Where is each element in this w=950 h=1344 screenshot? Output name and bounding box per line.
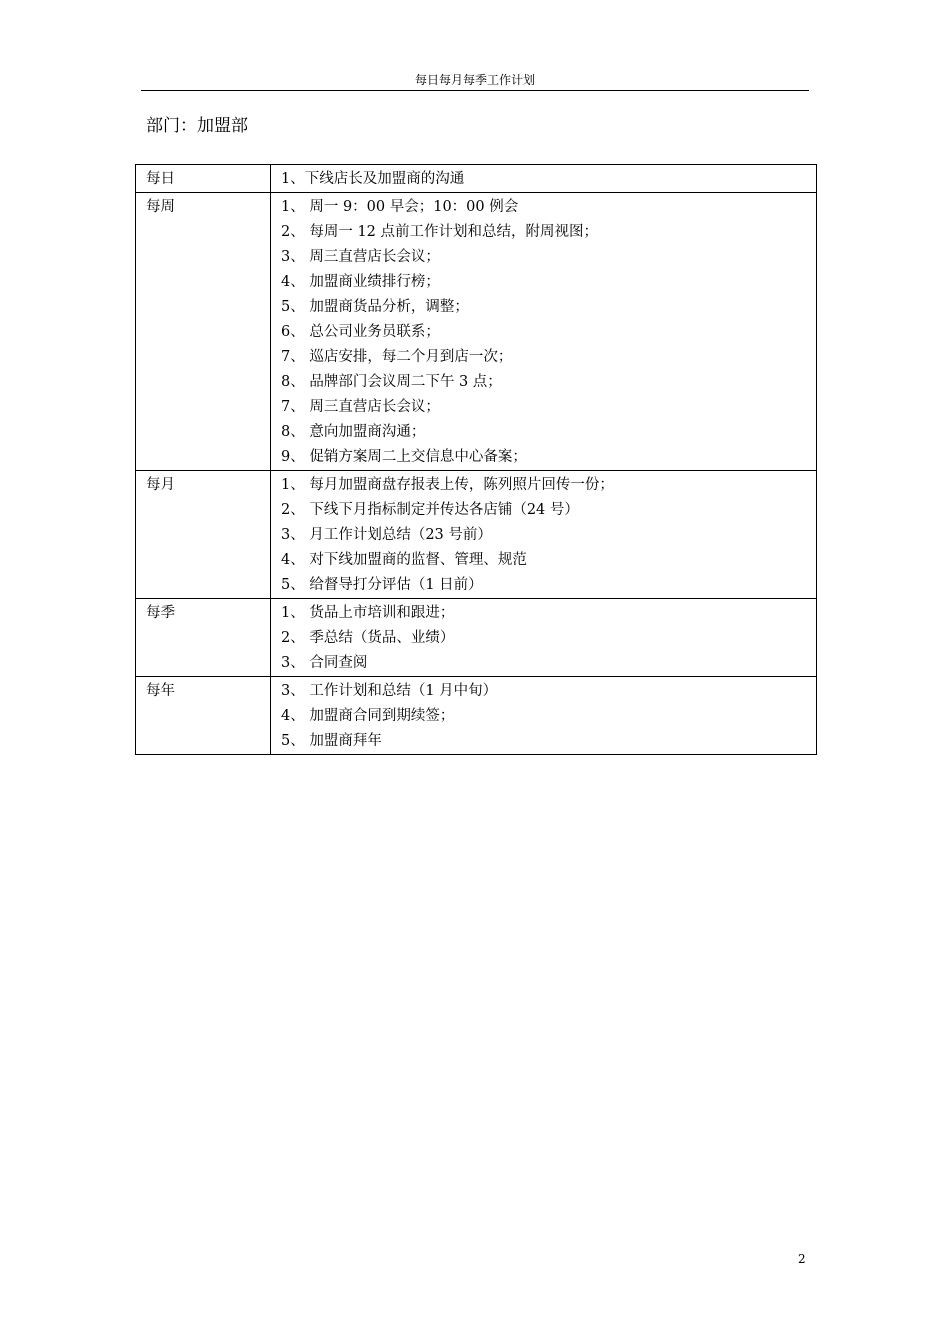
task-item: 2、 季总结（货品、业绩） — [281, 630, 455, 646]
tasks-cell — [271, 471, 817, 599]
period-label: 每季 — [146, 605, 175, 621]
task-item: 7、 巡店安排，每二个月到店一次； — [281, 349, 513, 365]
tasks-cell — [271, 599, 817, 677]
task-item: 2、 每周一 12 点前工作计划和总结，附周视图； — [281, 224, 599, 240]
tasks-cell — [271, 193, 817, 471]
tasks-cell — [271, 165, 817, 193]
task-item: 4、 加盟商业绩排行榜； — [281, 274, 440, 290]
task-item: 8、 品牌部门会议周二下午 3 点； — [281, 374, 502, 390]
task-item: 5、 加盟商拜年 — [281, 733, 382, 749]
task-item: 4、 加盟商合同到期续签； — [281, 708, 455, 724]
task-item: 3、 周三直营店长会议； — [281, 249, 440, 265]
work-plan-table-body — [136, 165, 817, 755]
task-item: 8、 意向加盟商沟通； — [281, 424, 426, 440]
period-label: 每月 — [146, 477, 175, 493]
period-cell — [136, 193, 271, 471]
tasks-cell — [271, 677, 817, 755]
task-item: 2、 下线下月指标制定并传达各店铺（24 号） — [281, 502, 579, 518]
task-item: 5、 给督导打分评估（1 日前） — [281, 577, 483, 593]
task-item: 1、下线店长及加盟商的沟通 — [281, 171, 465, 187]
period-label: 每日 — [146, 171, 175, 187]
page-number: 2 — [798, 1252, 806, 1266]
task-item: 4、 对下线加盟商的监督、管理、规范 — [281, 552, 527, 568]
period-cell — [136, 599, 271, 677]
department-label: 部门：加盟部 — [146, 116, 248, 136]
task-item: 7、 周三直营店长会议； — [281, 399, 440, 415]
period-cell — [136, 471, 271, 599]
period-cell — [136, 677, 271, 755]
header-title: 每日每月每季工作计划 — [414, 73, 535, 87]
task-item: 6、 总公司业务员联系； — [281, 324, 440, 340]
period-cell — [136, 165, 271, 193]
task-item: 3、 工作计划和总结（1 月中旬） — [281, 683, 498, 699]
task-item: 3、 月工作计划总结（23 号前） — [281, 527, 492, 543]
period-label: 每年 — [146, 683, 175, 699]
task-item: 5、 加盟商货品分析，调整； — [281, 299, 469, 315]
period-label: 每周 — [146, 199, 175, 215]
task-item: 1、 货品上市培训和跟进； — [281, 605, 455, 621]
table-row — [136, 677, 817, 755]
table-row — [136, 599, 817, 677]
task-item: 1、 周一 9：00 早会；10：00 例会 — [281, 199, 519, 215]
table-row — [136, 165, 817, 193]
page-header — [141, 70, 809, 91]
work-plan-table — [135, 164, 817, 755]
task-item: 9、 促销方案周二上交信息中心备案； — [281, 449, 527, 465]
table-row — [136, 193, 817, 471]
task-item: 3、 合同查阅 — [281, 655, 368, 671]
task-item: 1、 每月加盟商盘存报表上传，陈列照片回传一份； — [281, 477, 614, 493]
table-row — [136, 471, 817, 599]
